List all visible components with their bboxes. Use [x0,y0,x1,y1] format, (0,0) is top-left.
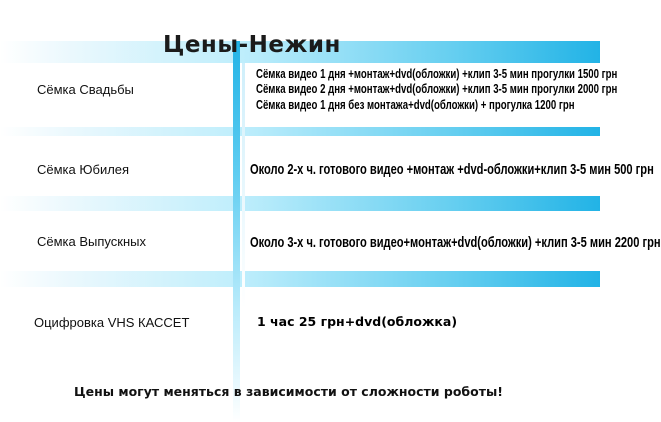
row-divider-stripe [0,127,600,136]
service-name-anniversary: Сёмка Юбилея [37,162,130,177]
service-name-wedding: Сёмка Свадьбы [37,82,134,97]
price-line-graduation: Около 3-х ч. готового видео+монтаж+dvd(обложки) +клип 3-5 мин 2200 грн [250,234,661,251]
service-name-vhs: Оцифровка VHS КАССЕТ [34,315,190,330]
row-divider-stripe [0,271,600,287]
page-title: Цены-Нежин [163,32,341,58]
price-line-wedding-1: Сёмка видео 1 дня +монтаж+dvd(обложки) +клип 3-5 мин прогулки 1500 грн [256,66,618,81]
row-divider-stripe [0,196,600,211]
vertical-divider-thin [242,63,245,308]
service-name-graduation: Сёмка Выпускных [37,234,146,249]
price-line-wedding-3: Сёмка видео 1 дня без монтажа+dvd(обложки) + прогулка 1200 грн [256,97,575,112]
price-line-wedding-2: Сёмка видео 2 дня +монтаж+dvd(обложки) +клип 3-5 мин прогулки 2000 грн [256,81,618,96]
price-line-anniversary: Около 2-х ч. готового видео +монтаж +dvd-обложки+клип 3-5 мин 500 грн [250,161,654,178]
footer-note: Цены могут меняться в зависимости от сложности роботы! [74,384,503,399]
vertical-divider [233,41,240,422]
price-line-vhs: 1 час 25 грн+dvd(обложка) [257,314,458,329]
